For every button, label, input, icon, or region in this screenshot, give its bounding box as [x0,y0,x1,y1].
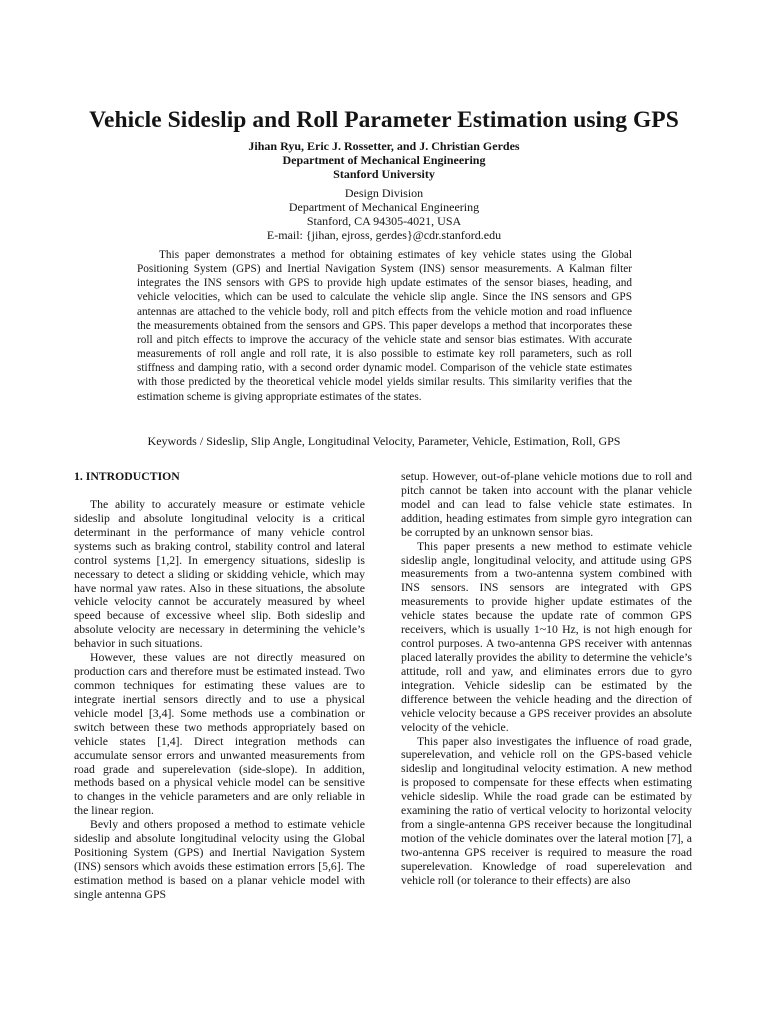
affiliation-address: Stanford, CA 94305-4021, USA [306,214,462,228]
author-department: Department of Mechanical Engineering [282,153,486,167]
keywords: Keywords / Sideslip, Slip Angle, Longitudinal Velocity, Parameter, Vehicle, Estimation, Roll, GPS [147,434,621,448]
affiliation-department: Department of Mechanical Engineering [288,200,480,214]
affiliation-division: Design Division [344,186,424,200]
intro-paragraph: The ability to accurately measure or estimate vehicle sideslip and absolute longitudinal velocity is a critical determinant in the performance of many vehicle control systems such as braking control, stability control and lateral control systems [1,2]. In emergency situations, sideslip is necessary to detect a sliding or skidding vehicle, which may have normal yaw rates. Also in these situations, the absolute vehicle velocity cannot be accurately measured by wheel speed because of excessive wheel slip. Both sideslip and absolute velocity are necessary in determining the vehicle’s behavior in such situations. [74,498,365,651]
section-heading-introduction: 1. INTRODUCTION [74,470,180,483]
right-column [401,470,692,888]
paper-title: Vehicle Sideslip and Roll Parameter Estimation using GPS [89,107,679,133]
author-list: Jihan Ryu, Eric J. Rossetter, and J. Christian Gerdes [248,139,520,153]
author-email: E-mail: {jihan, ejross, gerdes}@cdr.stanford.edu [266,228,502,242]
intro-paragraph-continued: setup. However, out-of-plane vehicle motions due to roll and pitch cannot be taken into account with the planar vehicle model and can lead to false vehicle state estimates. In addition, heading estimates from simple gyro integration can be corrupted by an unknown sensor bias. [401,470,692,539]
intro-paragraph: However, these values are not directly measured on production cars and therefore must be estimated instead. Two common techniques for estimating these values are to integrate inertial sensors directly and to use a physical vehicle model [3,4]. Some methods use a combination or switch between these two methods appropriately based on vehicle states [1,4]. Direct integration methods can accumulate sensor errors and unwanted measurements from road grade and superelevation (side-slope). In addition, methods based on a physical vehicle model can be sensitive to changes in the vehicle parameters and are only reliable in the linear region. [74,651,365,818]
intro-paragraph: This paper also investigates the influence of road grade, superelevation, and vehicle roll on the GPS-based vehicle sideslip and longitudinal velocity estimation. A new method is proposed to compensate for these effects when estimating vehicle sideslip. While the road grade can be estimated by examining the ratio of vertical velocity to horizontal velocity from a single-antenna GPS receiver because the longitudinal motion of the vehicle dominates over the lateral motion [7], a two-antenna GPS receiver is required to measure the road superelevation. Knowledge of road superelevation and vehicle roll (or tolerance to their effects) are also [401,734,692,887]
abstract: This paper demonstrates a method for obtaining estimates of key vehicle states using the Global Positioning System (GPS) and Inertial Navigation System (INS) sensor measurements. A Kalman filter integrates the INS sensors with GPS to provide high update estimates of the sensor biases, heading, and vehicle velocities, which can be used to calculate the vehicle slip angle. Since the INS sensors and GPS antennas are attached to the vehicle body, roll and pitch effects from the vehicle motion and road influence the measurements obtained from the sensors and GPS. This paper develops a method that incorporates these roll and pitch effects to improve the accuracy of the vehicle state and sensor bias estimates. With accurate measurements of roll angle and roll rate, it is also possible to estimate key roll parameters, such as roll stiffness and damping ratio, with a second order dynamic model. Comparison of the vehicle state estimates with those predicted by the theoretical vehicle model yields similar results. This similarity verifies that the estimation scheme is giving appropriate estimates of the states. [137,249,632,403]
intro-paragraph: Bevly and others proposed a method to estimate vehicle sideslip and absolute longitudinal velocity using the Global Positioning System (GPS) and Inertial Navigation System (INS) sensors which avoids these estimation errors [5,6]. The estimation method is based on a planar vehicle model with single antenna GPS [74,818,365,901]
author-university: Stanford University [333,167,435,181]
intro-paragraph: This paper presents a new method to estimate vehicle sideslip angle, longitudinal velocity, and attitude using GPS measurements from a two-antenna system combined with INS sensors. INS sensors are integrated with GPS measurements to provide higher update estimates of the vehicle states because the update rate of common GPS receivers, which is usually 1~10 Hz, is not high enough for control purposes. A two-antenna GPS receiver with antennas placed laterally provides the ability to determine the vehicle’s attitude, roll and yaw, and eliminates errors due to gyro integration. Vehicle sideslip can be estimated by the difference between the vehicle heading and the direction of vehicle velocity because a GPS receiver provides an absolute velocity of the vehicle. [401,539,692,734]
left-column [74,470,365,902]
